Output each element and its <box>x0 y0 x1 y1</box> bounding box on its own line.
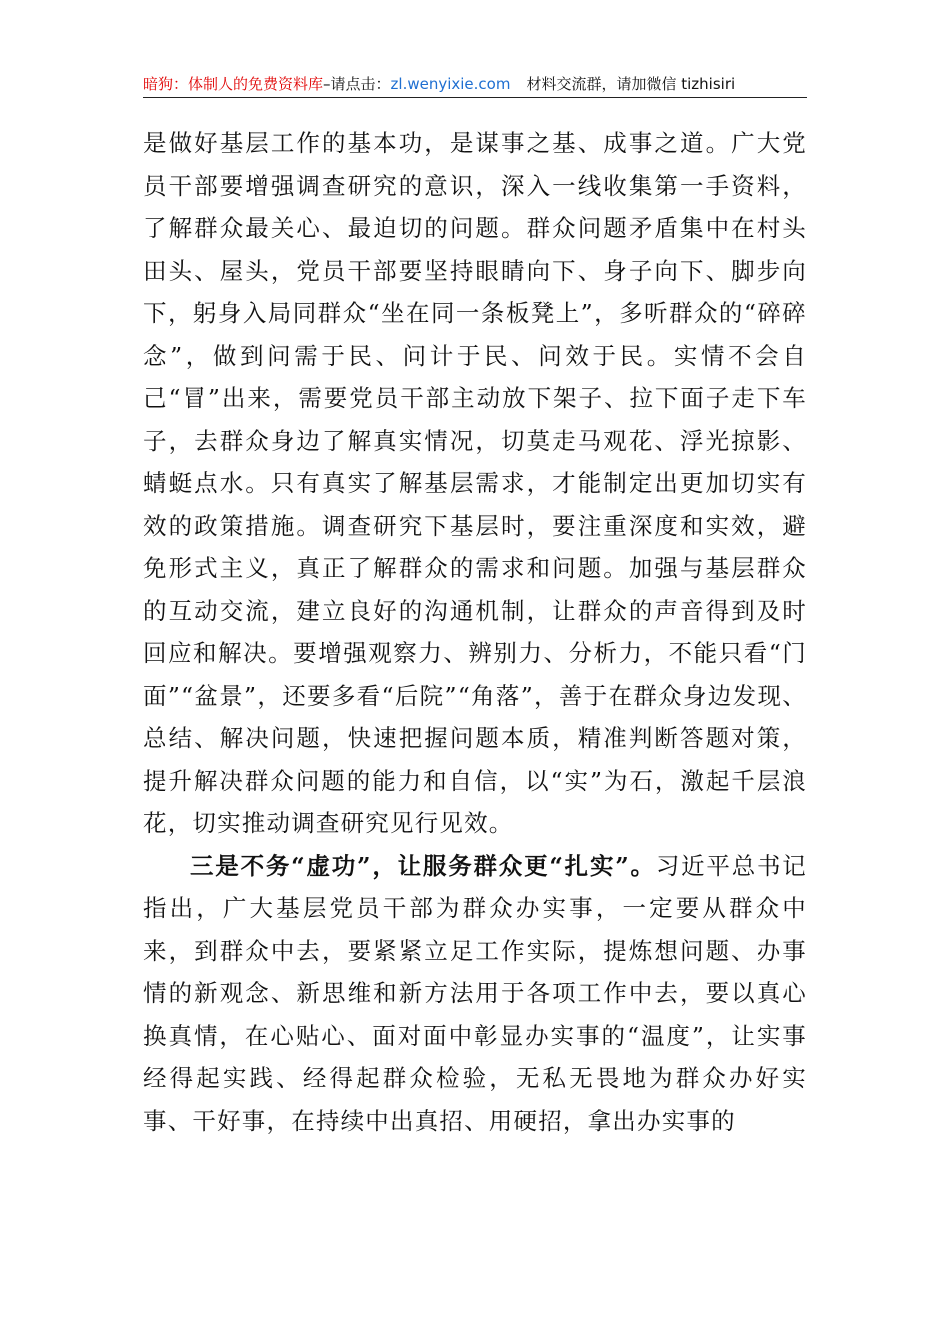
page-header <box>143 68 807 98</box>
header-url-link[interactable]: zl.wenyixie.com <box>390 75 511 93</box>
paragraph-text: 习近平总书记指出，广大基层党员干部为群众办实事，一定要从群众中来，到群众中去，要紧紧立足工作实际，提炼想问题、办事情的新观念、新思维和新方法用于各项工作中去，要以真心换真情，在心贴心、面对面中彰显办实事的“温度”，让实事经得起实践、经得起群众检验，无私无畏地为群众办好实事、干好事，在持续中出真招、用硬招，拿出办实事的 <box>143 851 807 1135</box>
document-body <box>143 122 807 1142</box>
paragraph-continued <box>143 122 807 845</box>
paragraph-text: 是做好基层工作的基本功，是谋事之基、成事之道。广大党员干部要增强调查研究的意识，深入一线收集第一手资料，了解群众最关心、最迫切的问题。群众问题矛盾集中在村头田头、屋头，党员干部要坚持眼睛向下、身子向下、脚步向下，躬身入局同群众“坐在同一条板凳上”，多听群众的“碎碎念”，做到问需于民、问计于民、问效于民。实情不会自己“冒”出来，需要党员干部主动放下架子、拉下面子走下车子，去群众身边了解真实情况，切莫走马观花、浮光掠影、蜻蜓点水。只有真实了解基层需求，才能制定出更加切实有效的政策措施。调查研究下基层时，要注重深度和实效，避免形式主义，真正了解群众的需求和问题。加强与基层群众的互动交流，建立良好的沟通机制，让群众的声音得到及时回应和解决。要增强观察力、辨别力、分析力，不能只看“门面”“盆景”，还要多看“后院”“角落”，善于在群众身边发现、总结、解决问题，快速把握问题本质，精准判断答题对策，提升解决群众问题的能力和自信，以“实”为石，激起千层浪花，切实推动调查研究见行见效。 <box>143 129 807 837</box>
header-click-text: –请点击： <box>323 75 391 93</box>
header-site-name: 暗狗：体制人的免费资料库 <box>143 75 324 93</box>
header-group-text: 材料交流群，请加微信 tizhisiri <box>526 75 736 93</box>
paragraph-section-three <box>143 845 807 1143</box>
section-heading: 三是不务“虚功”，让服务群众更“扎实”。 <box>190 851 656 880</box>
